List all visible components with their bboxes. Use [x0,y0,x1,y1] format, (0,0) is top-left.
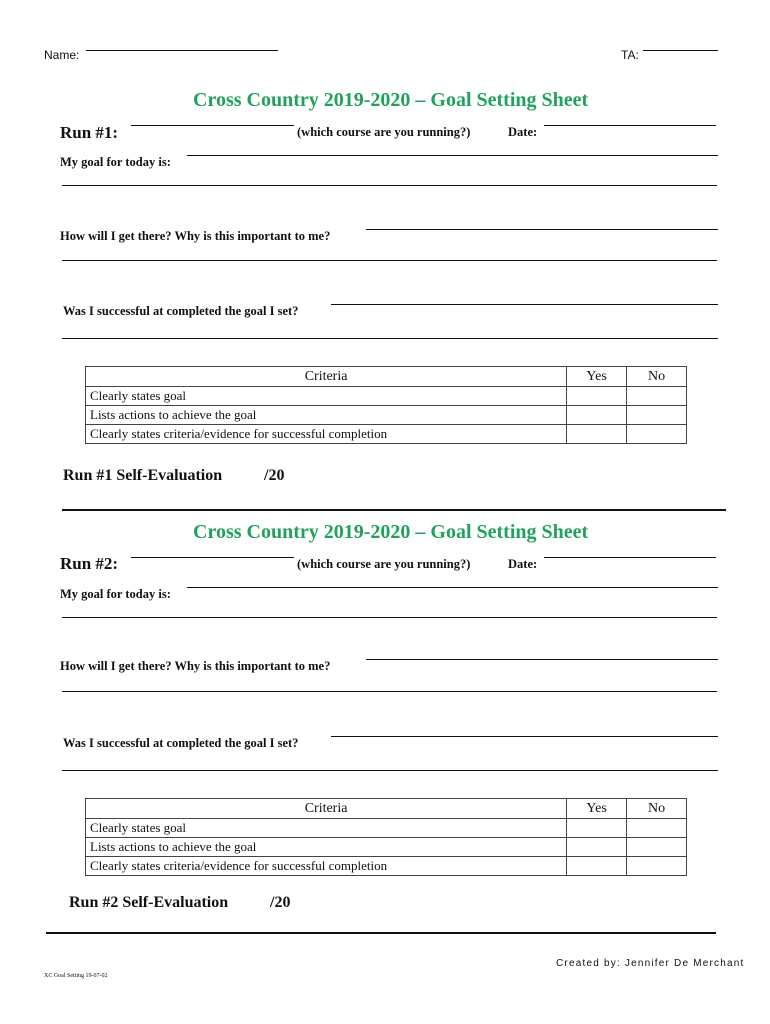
no-cell[interactable] [627,406,687,425]
section2-how-question: How will I get there? Why is this important to me? [60,659,331,673]
section2-success-field[interactable] [331,736,718,737]
criteria-header: Criteria [86,367,567,387]
section1-success-field-line2[interactable] [62,338,718,339]
no-cell[interactable] [627,425,687,444]
section2-goal-field-line2[interactable] [62,617,717,618]
table-row [86,406,687,425]
section1-date-label: Date: [508,125,538,139]
section1-goal-field[interactable] [187,155,718,156]
section1-run-label: Run #1: [60,123,119,142]
no-cell[interactable] [627,819,687,838]
section2-course-field[interactable] [131,557,294,558]
section1-criteria-table [85,366,687,444]
table-row [86,387,687,406]
name-field[interactable] [86,50,278,51]
yes-header: Yes [567,367,627,387]
table-row [86,425,687,444]
section2-eval-label: Run #2 Self-Evaluation [69,894,229,911]
no-cell[interactable] [627,387,687,406]
table-row [86,838,687,857]
table-row [86,857,687,876]
section2-goal-question: My goal for today is: [60,587,171,601]
section1-course-field[interactable] [131,125,294,126]
section1-eval-score: /20 [264,467,285,484]
criteria-cell: Clearly states criteria/evidence for successful completion [86,425,567,444]
criteria-header: Criteria [86,799,567,819]
section2-how-field[interactable] [366,659,718,660]
section-divider [62,509,726,511]
table-header-row [86,799,687,819]
section2-how-field-line2[interactable] [62,691,717,692]
section1-success-question: Was I successful at completed the goal I set? [63,304,299,318]
credit-text: Created by: Jennifer De Merchant [556,958,745,969]
section2-title: Cross Country 2019-2020 – Goal Setting Sheet [193,521,589,543]
no-cell[interactable] [627,857,687,876]
name-label: Name: [44,48,80,62]
yes-header: Yes [567,799,627,819]
no-header: No [627,367,687,387]
ta-label: TA: [621,48,639,62]
criteria-cell: Lists actions to achieve the goal [86,838,567,857]
section2-run-label: Run #2: [60,554,119,573]
yes-cell[interactable] [567,857,627,876]
yes-cell[interactable] [567,406,627,425]
section2-eval-score: /20 [270,894,291,911]
file-code: XC Goal Setting 19-07-02 [44,973,108,979]
section1-goal-question: My goal for today is: [60,155,171,169]
section1-goal-field-line2[interactable] [62,185,717,186]
section2-course-hint: (which course are you running?) [297,557,471,571]
yes-cell[interactable] [567,819,627,838]
section2-success-question: Was I successful at completed the goal I set? [63,736,299,750]
section1-how-question: How will I get there? Why is this important to me? [60,229,331,243]
section2-goal-field[interactable] [187,587,718,588]
criteria-cell: Clearly states goal [86,819,567,838]
no-header: No [627,799,687,819]
section1-date-field[interactable] [544,125,716,126]
section1-eval-label: Run #1 Self-Evaluation [63,467,223,484]
ta-field[interactable] [643,50,718,51]
table-row [86,819,687,838]
section2-date-field[interactable] [544,557,716,558]
yes-cell[interactable] [567,838,627,857]
section2-success-field-line2[interactable] [62,770,718,771]
section1-title: Cross Country 2019-2020 – Goal Setting Sheet [193,89,589,111]
section1-how-field-line2[interactable] [62,260,717,261]
section1-how-field[interactable] [366,229,718,230]
section2-criteria-table [85,798,687,876]
criteria-cell: Clearly states criteria/evidence for successful completion [86,857,567,876]
no-cell[interactable] [627,838,687,857]
yes-cell[interactable] [567,425,627,444]
section1-success-field[interactable] [331,304,718,305]
criteria-cell: Clearly states goal [86,387,567,406]
section1-course-hint: (which course are you running?) [297,125,471,139]
table-header-row [86,367,687,387]
criteria-cell: Lists actions to achieve the goal [86,406,567,425]
yes-cell[interactable] [567,387,627,406]
bottom-divider [46,932,716,934]
section2-date-label: Date: [508,557,538,571]
